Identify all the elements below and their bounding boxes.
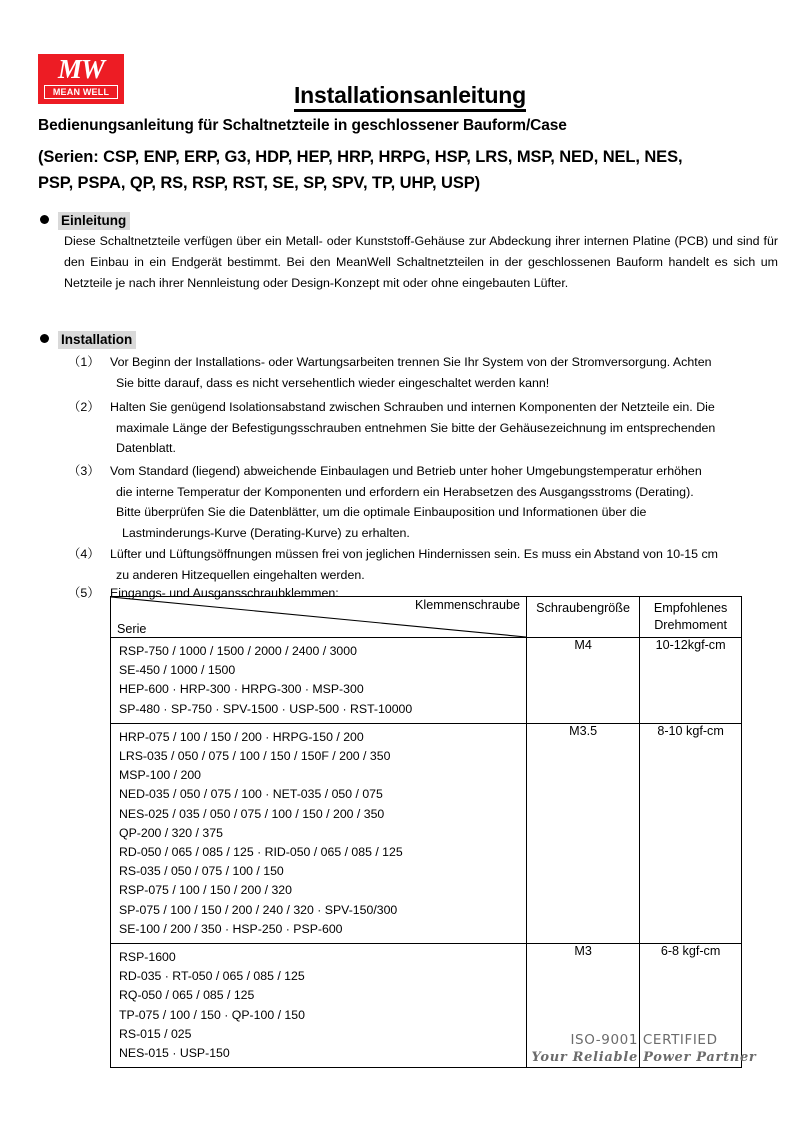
series-list-line-2: PSP, PSPA, QP, RS, RSP, RST, SE, SP, SPV, TP, UHP, USP) [38,174,481,192]
screw-terminal-table [110,596,742,1068]
section-heading-intro: Einleitung [58,212,130,230]
item-1-line-2: Sie bitte darauf, dass es nicht versehentlich wieder eingeschaltet werden kann! [116,375,550,390]
iso-certification-text: ISO-9001 CERTIFIED [570,1032,718,1048]
series-line: RSP-1600 [119,950,176,965]
item-1-line-1: Vor Beginn der Installations- oder Wartungsarbeiten trennen Sie Ihr System von der Stromversorgung. Achten [110,355,712,369]
header-klemmenschraube: Klemmenschraube [415,598,520,612]
series-line: RD-035 · RT-050 / 065 / 085 / 125 [119,969,305,984]
item-number-4: （4） [68,547,100,561]
series-list-line-1: (Serien: CSP, ENP, ERP, G3, HDP, HEP, HRP, HRPG, HSP, LRS, MSP, NED, NEL, NES, [38,148,683,166]
table-header-diagonal-cell [111,597,527,638]
series-line: TP-075 / 100 / 150 · QP-100 / 150 [119,1007,305,1022]
item-text-3 [110,461,774,543]
table-cell-screw-size-m3: M3 [527,944,640,1068]
series-line: RQ-050 / 065 / 085 / 125 [119,988,255,1003]
table-cell-torque-m35: 8-10 kgf-cm [640,723,742,943]
logo-company-name: MEAN WELL [44,85,118,99]
item-2-line-3: Datenblatt. [116,441,176,455]
mean-well-logo [38,54,124,104]
item-2-line-1: Halten Sie genügend Isolationsabstand zwischen Schrauben und internen Komponenten der Netzteile ein. Die [110,400,715,414]
series-line: RS-015 / 025 [119,1026,192,1041]
item-4-line-2: zu anderen Hitzequellen eingehalten werden. [116,567,365,582]
series-line: LRS-035 / 050 / 075 / 100 / 150 / 150F / 200 / 350 [119,749,391,764]
installation-item-4 [68,544,774,585]
company-tagline: Your Reliable Power Partner [531,1050,757,1065]
page-subtitle: Bedienungsanleitung für Schaltnetzteile in geschlossener Bauform/Case [38,117,567,134]
diagonal-split-header [111,597,526,637]
series-line: RD-050 / 065 / 085 / 125 · RID-050 / 065 / 085 / 125 [119,845,403,860]
series-line: RSP-075 / 100 / 150 / 200 / 320 [119,883,292,898]
series-line: RSP-750 / 1000 / 1500 / 2000 / 2400 / 3000 [119,644,357,658]
table-cell-torque-m3: 6-8 kgf-cm [640,944,742,1068]
bullet-icon-intro [40,215,49,224]
item-text-1 [110,352,774,393]
series-line: SP-075 / 100 / 150 / 200 / 240 / 320 · SPV-150/300 [119,902,398,917]
series-line: SE-100 / 200 / 350 · HSP-250 · PSP-600 [119,921,343,936]
table-cell-series-m35 [111,723,527,943]
series-list [38,144,778,196]
item-5-line-1: Eingangs- und Ausgansschraubklemmen: [110,586,339,600]
item-3-line-2: die interne Temperatur der Komponenten und erfordern ein Herabsetzen des Ausgangsstroms (Derating). [116,484,694,499]
item-2-line-2: maximale Länge der Befestigungsschrauben entnehmen Sie bitte der Gehäusezeichnung im entsprechenden [116,420,716,435]
table-header-row [111,597,742,638]
item-3-line-3: Bitte überprüfen Sie die Datenblätter, um die optimale Einbauposition und Informationen über die [116,505,647,519]
bullet-icon-installation [40,334,49,343]
table-row [111,638,742,724]
intro-paragraph: Diese Schaltnetzteile verfügen über ein Metall- oder Kunststoff-Gehäuse zur Abdeckung ihrer internen Platine (PCB) und sind für den Einbau in ein Endgerät bestimmt. Bei den MeanWell Schaltnetzteilen in der geschlossenen Bauform handelt es sich um Netzteile je nach ihrer Nennleistung oder Design-Konzept mit oder ohne eingebauten Lüfter. [64,234,778,290]
installation-item-1 [68,352,774,393]
section-heading-installation: Installation [58,331,136,349]
page-title [140,82,680,109]
item-text-4 [110,544,774,585]
series-line: NES-015 · USP-150 [119,1046,230,1061]
series-line: SE-450 / 1000 / 1500 [119,663,236,678]
series-line: HRP-075 / 100 / 150 / 200 · HRPG-150 / 200 [119,729,364,744]
table-header-torque-line-2: Drehmoment [654,618,727,632]
series-line: HEP-600 · HRP-300 · HRPG-300 · MSP-300 [119,682,364,697]
table-header-torque [640,597,742,638]
table-header-screw-size: Schraubengröße [527,597,640,638]
table-cell-series-m3 [111,944,527,1068]
item-number-1: （1） [68,355,100,369]
item-number-2: （2） [68,400,100,414]
series-line: MSP-100 / 200 [119,768,202,783]
item-3-line-4: Lastminderungs-Kurve (Derating-Kurve) zu erhalten. [122,525,410,540]
page-title-text: Installationsanleitung [294,82,526,112]
series-line: QP-200 / 320 / 375 [119,825,223,840]
series-line: NED-035 / 050 / 075 / 100 · NET-035 / 050 / 075 [119,787,383,802]
table-cell-torque-m4: 10-12kgf-cm [640,638,742,724]
item-text-2 [110,397,774,459]
header-serie: Serie [117,622,147,636]
item-3-line-1: Vom Standard (liegend) abweichende Einbaulagen und Betrieb unter hoher Umgebungstemperatur erhöhen [110,464,702,478]
item-number-3: （3） [68,464,100,478]
installation-item-3 [68,461,774,543]
logo-mark: MW [57,54,104,84]
item-4-line-1: Lüfter und Lüftungsöffnungen müssen frei von jeglichen Hindernissen sein. Es muss ein Abstand von 10-15 cm [110,547,718,561]
item-number-5: （5） [68,586,100,600]
table-cell-screw-size-m35: M3.5 [527,723,640,943]
table-cell-series-m4 [111,638,527,724]
series-line: RS-035 / 050 / 075 / 100 / 150 [119,864,284,879]
table-cell-screw-size-m4: M4 [527,638,640,724]
table-header-torque-line-1: Empfohlenes [653,601,728,615]
table-row [111,723,742,943]
series-line: SP-480 · SP-750 · SPV-1500 · USP-500 · RST-10000 [119,701,413,716]
series-line: NES-025 / 035 / 050 / 075 / 100 / 150 / 200 / 350 [119,806,385,821]
installation-item-2 [68,397,774,459]
